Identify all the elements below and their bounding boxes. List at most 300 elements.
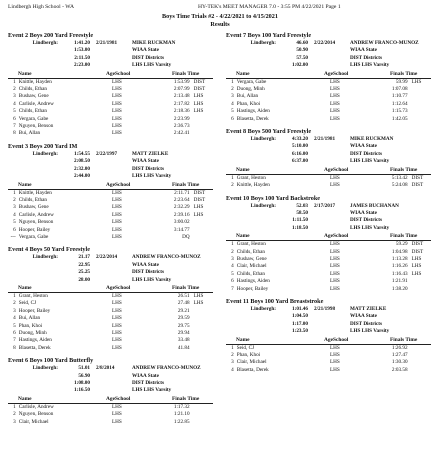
standard-date: 2/17/2017 [314, 202, 336, 209]
standard-time: 1:04.50 [292, 313, 308, 320]
result-time: 1:04.98 [391, 248, 408, 255]
result-row [226, 175, 431, 182]
result-school: LHS [329, 255, 340, 262]
result-school: LHS [111, 344, 122, 351]
standard-time: 5:10.00 [292, 143, 308, 150]
result-row [226, 249, 431, 256]
standard-time: 1:16.50 [74, 387, 90, 394]
result-row [8, 330, 213, 337]
result-qualifier [190, 411, 213, 418]
event-block [226, 195, 431, 293]
result-row [8, 323, 213, 330]
result-place: 5 [13, 108, 16, 115]
standard-time: 2:44.00 [74, 173, 90, 180]
result-school: LHS [111, 123, 122, 130]
meet-title: Boys Time Trials #2 - 4/22/2021 to 4/15/2021 [162, 13, 278, 20]
standard-pool [8, 373, 58, 380]
standard-pool [8, 158, 58, 165]
standard-date: 2/22/1997 [96, 150, 118, 157]
result-name: Nguyen, Benson [18, 219, 54, 226]
result-time: 59.29 [395, 241, 408, 248]
standard-row [8, 277, 213, 284]
standard-date: 2/22/2014 [96, 254, 118, 261]
result-place: 3 [13, 418, 16, 425]
standard-date [308, 62, 350, 69]
result-place: 3 [13, 93, 16, 100]
column-header-finals: Finals Time [390, 336, 418, 343]
result-qualifier [408, 278, 431, 285]
standard-date [308, 217, 350, 224]
event-title: Event 8 Boys 500 Yard Freestyle [226, 128, 312, 136]
standard-pool: Lindbergh: [250, 305, 276, 312]
standard-time: 1:41.20 [74, 40, 90, 46]
result-time: 29.21 [177, 307, 190, 314]
result-time: 2:32.29 [173, 204, 190, 211]
column-header [8, 182, 213, 190]
standard-name: DIST Districts [350, 54, 383, 61]
result-time: 2:18.36 [173, 108, 190, 115]
standard-name: DIST Districts [132, 269, 165, 276]
standard-date [90, 277, 132, 284]
standard-pool [8, 166, 58, 173]
standard-name: WIAA State [132, 47, 159, 54]
result-time: 1:13.28 [391, 255, 408, 262]
result-school: LHS [111, 130, 122, 137]
result-place: 1 [13, 292, 16, 299]
column-header-name: Name [236, 336, 250, 343]
result-row [226, 79, 431, 86]
standard-time: 56.90 [78, 372, 90, 379]
result-row [8, 308, 213, 315]
result-row [8, 404, 213, 411]
column-header-name: Name [18, 284, 32, 291]
standard-row [8, 254, 213, 261]
result-school: LHS [111, 226, 122, 233]
result-place: 6 [13, 330, 16, 336]
standard-row [8, 158, 213, 165]
result-row [8, 108, 213, 115]
standard-pool [226, 225, 276, 232]
result-qualifier: LHS [411, 263, 422, 270]
standard-pool [226, 62, 276, 69]
standard-date [90, 269, 132, 276]
result-row [226, 116, 431, 123]
event-title: Event 11 Boys 100 Yard Breaststroke [226, 297, 324, 305]
result-name: Bushaw, Gene [236, 255, 267, 262]
result-time: 1:22.85 [173, 418, 190, 425]
result-qualifier [190, 123, 213, 130]
result-place: 7 [13, 337, 16, 344]
event-block [8, 246, 213, 352]
result-row [8, 300, 213, 307]
result-row [8, 116, 213, 123]
standard-pool [8, 380, 58, 387]
result-place: 4 [231, 100, 234, 107]
standard-pool [8, 62, 58, 69]
standard-pool [8, 55, 58, 62]
result-name: Hastings, Aiden [236, 278, 270, 285]
result-row [8, 345, 213, 352]
result-qualifier: DIST [193, 189, 206, 196]
result-school: LHS [329, 182, 340, 189]
result-row [226, 359, 431, 366]
result-school: LHS [111, 204, 122, 211]
result-name: Blasetta, Derek [236, 366, 269, 373]
standard-pool [226, 47, 276, 54]
result-name: Hooper, Bailey [18, 307, 51, 314]
result-row [8, 219, 213, 226]
result-qualifier [190, 337, 213, 344]
result-row [8, 197, 213, 204]
result-row [8, 204, 213, 211]
result-name: Nguyen, Benson [18, 123, 54, 130]
result-qualifier [190, 404, 213, 411]
result-time: 1:21.10 [173, 411, 190, 418]
result-place: 4 [13, 211, 16, 218]
standard-row [226, 321, 431, 328]
result-name: Vergara, Gabe [18, 233, 49, 240]
column-header-name: Name [18, 70, 32, 77]
result-name: Grant, Heston [18, 292, 48, 299]
results-subtitle: Results [210, 21, 230, 28]
software-header: HY-TEK's MEET MANAGER 7.0 - 3:55 PM 4/22/2021 Page 1 [198, 4, 341, 10]
result-row [8, 337, 213, 344]
result-time: 41.84 [177, 344, 190, 351]
result-row [226, 101, 431, 108]
standard-time: 1:02.00 [292, 62, 308, 69]
result-school: LHS [111, 211, 122, 218]
standard-name: WIAA State [132, 372, 159, 379]
standard-time: 2:11.50 [74, 54, 90, 61]
column-header [8, 71, 213, 79]
result-name: Childs, Ethan [18, 196, 48, 203]
result-place: 1 [231, 241, 234, 248]
result-qualifier [190, 308, 213, 315]
standard-pool [226, 313, 276, 320]
column-header-age-school: AgeSchool [324, 166, 349, 173]
standard-time: 52.03 [296, 202, 308, 209]
result-qualifier: DIST [411, 248, 424, 255]
result-name: Bushaw, Gene [18, 204, 49, 211]
result-name: Bushaw, Gene [18, 93, 49, 100]
standard-date [90, 373, 132, 380]
standard-pool [226, 328, 276, 335]
result-place: 1 [13, 189, 16, 196]
result-name: Seid, CJ [18, 300, 37, 307]
result-time: 2:23.99 [173, 115, 190, 122]
standard-row [226, 143, 431, 150]
standard-row [226, 158, 431, 165]
result-place: 7 [231, 285, 234, 292]
result-name: Clair, Michael [236, 359, 267, 366]
column-header [226, 337, 431, 345]
standard-time: 2:08.50 [74, 158, 90, 165]
result-qualifier: DIST [411, 241, 424, 248]
result-place: 8 [13, 130, 16, 137]
result-place: 2 [231, 86, 234, 93]
standard-name: ANDREW FRANCO-MUNOZ [132, 365, 201, 372]
event-title: Event 6 Boys 100 Yard Butterfly [8, 357, 94, 365]
result-name: Duong, Minh [18, 330, 47, 336]
result-time: 3:14.77 [173, 226, 190, 233]
result-name: Knittle, Hayden [236, 182, 270, 189]
result-name: Vergara, Gabe [18, 115, 49, 122]
standard-time: 46.60 [296, 40, 308, 46]
result-time: DQ [182, 233, 190, 240]
standard-date [308, 313, 350, 320]
result-place: 8 [13, 344, 16, 351]
result-row [226, 367, 431, 374]
result-row [8, 411, 213, 418]
result-row [8, 212, 213, 219]
result-name: Hastings, Aiden [18, 337, 52, 344]
result-school: LHS [111, 330, 122, 336]
standard-time: 28.00 [78, 276, 90, 283]
standard-pool [8, 277, 58, 284]
standard-date [90, 387, 132, 394]
standard-time: 6:37.00 [292, 158, 308, 165]
result-qualifier: DIST [193, 78, 206, 85]
result-school: LHS [111, 78, 122, 85]
result-name: Bui, Allan [18, 315, 41, 322]
standard-time: 22.95 [78, 261, 90, 268]
standard-pool [8, 47, 58, 54]
result-school: LHS [111, 189, 122, 196]
standard-time: 2:23.00 [74, 62, 90, 69]
result-place: 3 [231, 359, 234, 366]
standard-name: LHS LHS Varsity [350, 158, 390, 165]
result-school: LHS [111, 292, 122, 299]
result-name: Duong, Minh [236, 86, 265, 93]
standard-time: 2:32.00 [74, 165, 90, 172]
column-header-age-school: AgeSchool [106, 181, 131, 188]
result-time: 1:26.92 [391, 344, 408, 351]
result-place: 2 [13, 300, 16, 307]
standard-time: 1:08.00 [74, 380, 90, 387]
result-qualifier [190, 234, 213, 241]
standard-pool: Lindbergh: [250, 40, 276, 46]
result-time: 1:16.26 [391, 263, 408, 270]
result-school: LHS [111, 196, 122, 203]
column-header-age-school: AgeSchool [324, 336, 349, 343]
result-row [226, 345, 431, 352]
result-row [8, 79, 213, 86]
standard-time: 1:01.46 [292, 305, 308, 312]
event-block [8, 357, 213, 426]
standard-pool [226, 210, 276, 217]
standard-row [226, 40, 431, 47]
standard-time: 4:33.20 [292, 136, 308, 143]
standard-name: WIAA State [132, 158, 159, 165]
standard-pool [8, 387, 58, 394]
result-place: 3 [13, 307, 16, 314]
standard-row [8, 380, 213, 387]
result-place: 6 [231, 278, 234, 285]
result-name: Hooper, Bailey [236, 285, 269, 292]
result-name: Childs, Ethan [236, 270, 266, 277]
result-row [226, 263, 431, 270]
result-qualifier [408, 345, 431, 352]
column-header-finals: Finals Time [172, 284, 200, 291]
standard-time: 50.90 [296, 47, 308, 54]
result-time: 1:21.91 [391, 278, 408, 285]
result-name: Nguyen, Benson [18, 411, 54, 418]
result-time: 27.48 [177, 300, 190, 307]
result-school: LHS [111, 322, 122, 329]
result-qualifier [190, 419, 213, 426]
standard-name: MIKE RUCKMAN [350, 136, 394, 143]
standard-date [90, 62, 132, 69]
column-header-finals: Finals Time [390, 70, 418, 77]
result-row [226, 108, 431, 115]
result-place: 4 [13, 100, 16, 107]
standard-name: DIST Districts [350, 217, 383, 224]
result-place: 6 [231, 115, 234, 122]
result-name: Childs, Ethan [18, 108, 48, 115]
standard-date [308, 47, 350, 54]
standard-time: 57.50 [296, 54, 308, 61]
result-place: 2 [13, 86, 16, 93]
result-qualifier [190, 323, 213, 330]
result-name: Blasetta, Derek [236, 115, 269, 122]
result-name: Carlisle, Andrew [18, 100, 54, 107]
standard-name: LHS LHS Varsity [350, 62, 390, 69]
result-place: 1 [231, 78, 234, 85]
result-time: 3:00.02 [173, 219, 190, 226]
result-school: LHS [111, 403, 122, 410]
result-place: 2 [231, 248, 234, 255]
standard-date [308, 158, 350, 165]
standard-row [226, 62, 431, 69]
result-time: 5:13.42 [391, 174, 408, 181]
event-title: Event 4 Boys 50 Yard Freestyle [8, 246, 90, 254]
standard-pool [226, 217, 276, 224]
standard-name: LHS LHS Varsity [350, 328, 390, 335]
standard-row [8, 262, 213, 269]
result-place: --- [10, 233, 16, 240]
column-header-name: Name [236, 233, 250, 240]
column-header [226, 71, 431, 79]
result-row [8, 93, 213, 100]
standard-pool [8, 173, 58, 180]
result-school: LHS [329, 86, 340, 93]
standard-row [8, 47, 213, 54]
result-time: 1:27.47 [391, 352, 408, 358]
standard-name: MIKE RUCKMAN [132, 40, 176, 46]
column-header-finals: Finals Time [390, 166, 418, 173]
standard-date: 2/21/1998 [314, 305, 336, 312]
standard-pool: Lindbergh: [250, 136, 276, 143]
standard-row [226, 313, 431, 320]
standard-time: 58.50 [296, 209, 308, 216]
result-time: 2:03.58 [391, 366, 408, 373]
standard-row [226, 217, 431, 224]
result-qualifier [408, 359, 431, 366]
result-place: 7 [13, 123, 16, 130]
result-name: Childs, Ethan [236, 248, 266, 255]
standard-row [226, 225, 431, 232]
result-time: 29.75 [177, 322, 190, 329]
standard-row [226, 306, 431, 313]
result-place: 3 [231, 255, 234, 262]
standard-pool: Lindbergh: [32, 254, 58, 261]
result-row [8, 315, 213, 322]
result-qualifier [190, 130, 213, 137]
standard-name: WIAA State [350, 47, 377, 54]
right-column [226, 32, 431, 379]
standard-row [226, 55, 431, 62]
result-time: 59.99 [395, 78, 408, 85]
result-qualifier: LHS [193, 108, 204, 115]
result-row [226, 286, 431, 293]
result-name: Hooper, Bailey [18, 226, 51, 233]
result-school: LHS [111, 115, 122, 122]
result-row [226, 271, 431, 278]
result-school: LHS [111, 307, 122, 314]
standard-pool: Lindbergh: [32, 365, 58, 372]
standard-row [226, 328, 431, 335]
result-qualifier: LHS [193, 211, 204, 218]
result-name: Seid, CJ [236, 344, 255, 351]
result-row [226, 86, 431, 93]
result-time: 26.51 [177, 292, 190, 299]
standard-time: 51.01 [78, 365, 90, 372]
column-header-finals: Finals Time [390, 233, 418, 240]
result-row [8, 86, 213, 93]
result-place: 1 [13, 78, 16, 85]
event-title: Event 2 Boys 200 Yard Freestyle [8, 32, 94, 39]
standard-name: LHS LHS Varsity [132, 173, 172, 180]
result-name: Bui, Allan [236, 93, 259, 100]
result-time: 1:17.32 [173, 403, 190, 410]
standard-date [90, 173, 132, 180]
result-school: LHS [111, 108, 122, 115]
result-school: LHS [111, 337, 122, 344]
result-name: Clair, Michael [18, 418, 49, 425]
result-name: Hastings, Aiden [236, 108, 270, 115]
event-block [226, 298, 431, 374]
event-block [226, 32, 431, 123]
result-place: 1 [231, 344, 234, 351]
standard-pool: Lindbergh: [32, 40, 58, 46]
standard-name: ANDREW FRANCO-MUNOZ [350, 40, 419, 46]
result-school: LHS [329, 270, 340, 277]
result-name: Grant, Heston [236, 241, 266, 248]
standard-name: WIAA State [132, 261, 159, 268]
standard-row [226, 151, 431, 158]
standard-name: LHS LHS Varsity [132, 387, 172, 394]
event-title: Event 10 Boys 100 Yard Backstroke [226, 194, 321, 202]
result-school: LHS [111, 315, 122, 322]
result-qualifier [408, 101, 431, 108]
result-school: LHS [111, 300, 122, 307]
standard-name: WIAA State [350, 143, 377, 150]
result-school: LHS [111, 86, 122, 93]
result-time: 1:12.64 [391, 100, 408, 107]
result-name: Childs, Ethan [18, 86, 48, 93]
result-qualifier [408, 286, 431, 293]
standard-name: MATT ZIELKE [350, 305, 387, 312]
standard-pool [226, 151, 276, 158]
result-qualifier [408, 352, 431, 359]
result-row [8, 419, 213, 426]
standard-date: 2/21/1981 [314, 136, 336, 143]
event-title: Event 7 Boys 100 Yard Freestyle [226, 32, 312, 39]
standard-row [8, 269, 213, 276]
result-time: 2:23.64 [173, 196, 190, 203]
result-name: Knittle, Hayden [18, 189, 52, 196]
result-school: LHS [111, 233, 122, 240]
